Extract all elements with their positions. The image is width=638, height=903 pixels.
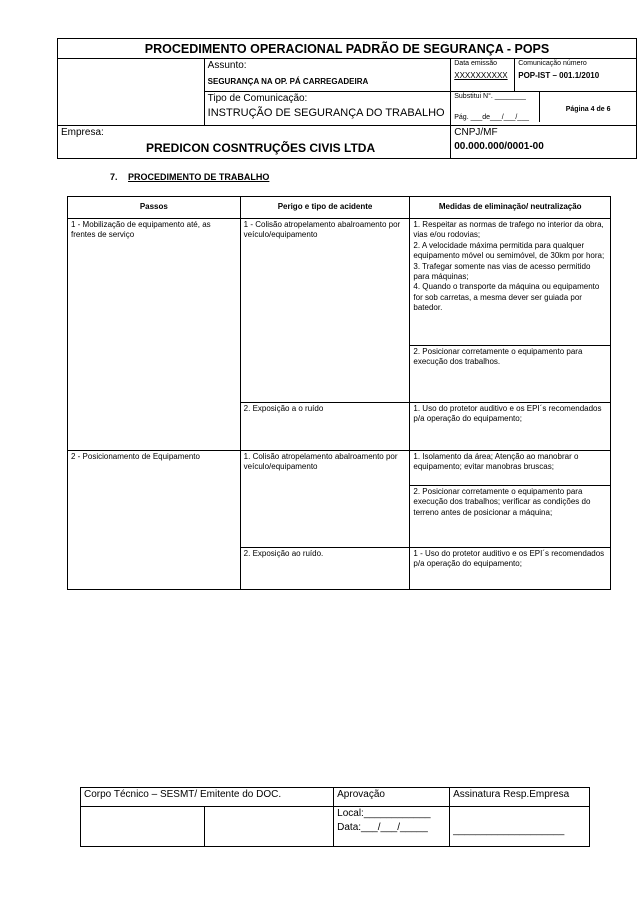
substitui-cell [451,92,637,126]
data-emissao-label: Data emissão [454,60,498,67]
empresa-label: Empresa: [61,127,104,138]
document-header [57,38,637,159]
pag-label: Pág. ___de___/___/___ [454,114,529,121]
table-row [68,451,611,486]
column-header-medidas: Medidas de eliminação/ neutralização [410,197,611,219]
footer-data: Data:___/___/_____ [337,822,428,833]
step1-perigo1: 1 - Colisão atropelamento abalroamento por veículo/equipamento [240,219,410,403]
footer-local: Local:____________ [337,808,431,819]
list-item: 1. Respeitar as normas de trafego no interior da obra, vias e/ou rodovias; [413,220,604,240]
comunicacao-numero-value: POP-IST – 001.1/2010 [518,71,600,80]
section-title: PROCEDIMENTO DE TRABALHO [128,172,270,182]
section-heading [110,172,269,182]
step1-medida2: 2. Posicionar corretamente o equipamento para execução dos trabalhos. [410,346,611,403]
cnpj-label: CNPJ/MF [454,127,498,138]
data-emissao-value: XXXXXXXXXX [454,71,508,80]
step2-perigo1: 1. Colisão atropelamento abalroamento por veículo/equipamento [240,451,410,548]
step2-passo: 2 - Posicionamento de Equipamento [68,451,241,590]
step1-passo: 1 - Mobilização de equipamento até, as frentes de serviço [68,219,241,451]
empresa-cell [58,126,451,159]
footer-blank-2 [204,807,334,847]
footer-assinatura: Assinatura Resp.Empresa [450,788,590,807]
table-header-row [68,197,611,219]
comunicacao-numero-label: Comunicação número [518,60,587,67]
step2-medida1: 1. Isolamento da área; Atenção ao manobrar o equipamento; evitar manobras bruscas; [410,451,611,486]
assunto-value: SEGURANÇA NA OP. PÁ CARREGADEIRA [207,77,369,86]
step2-medida2: 2. Posicionar corretamente o equipamento para execução dos trabalhos; verificar as condições do terreno antes de posicionar a máquina; [410,486,611,548]
document-title: PROCEDIMENTO OPERACIONAL PADRÃO DE SEGURANÇA - POPS [58,39,637,59]
logo-area [58,59,205,126]
empresa-value: PREDICON COSNTRUÇÕES CIVIS LTDA [146,141,376,155]
data-emissao-cell [451,59,515,92]
footer-blank-1 [81,807,205,847]
assunto-label: Assunto: [207,60,247,71]
column-header-passos: Passos [68,197,241,219]
table-row [68,219,611,346]
list-item: 4. Quando o transporte da máquina ou equipamento for sob carretas, a mesma dever ser guiada por batedor. [413,282,600,313]
list-item: 3. Trafegar somente nas vias de acesso permitido para máquinas; [413,261,591,281]
step2-medida3: 1 - Uso do protetor auditivo e os EPI´s recomendados p/a operação do equipamento; [410,548,611,590]
section-number: 7. [110,172,118,182]
step1-medida3: 1. Uso do protetor auditivo e os EPI´s recomendados p/a operação do equipamento; [410,403,611,451]
step1-perigo2: 2. Exposição a o ruído [240,403,410,451]
tipo-value: INSTRUÇÃO DE SEGURANÇA DO TRABALHO [207,107,445,119]
assunto-cell [204,59,451,92]
cnpj-value: 00.000.000/0001-00 [454,141,544,152]
tipo-cell [204,92,451,126]
step2-perigo2: 2. Exposição ao ruído. [240,548,410,590]
comunicacao-numero-cell [515,59,637,92]
footer-corpo-tecnico: Corpo Técnico – SESMT/ Emitente do DOC. [81,788,334,807]
cnpj-cell [451,126,637,159]
footer-signature-cell [450,807,590,847]
list-item: 2. A velocidade máxima permitida para qualquer equipamento móvel ou semimóvel, de 30km por hora; [413,240,605,261]
approval-footer [80,787,590,847]
footer-local-data [334,807,450,847]
page-number: Página 4 de 6 [565,106,611,113]
footer-aprovacao: Aprovação [334,788,450,807]
signature-line: ____________________ [453,825,565,836]
procedure-table [67,196,611,590]
step1-medida1 [410,219,611,346]
tipo-label: Tipo de Comunicação: [207,93,308,104]
column-header-perigo: Perigo e tipo de acidente [240,197,410,219]
substitui-label: Substitui N°. ________ [454,93,526,100]
